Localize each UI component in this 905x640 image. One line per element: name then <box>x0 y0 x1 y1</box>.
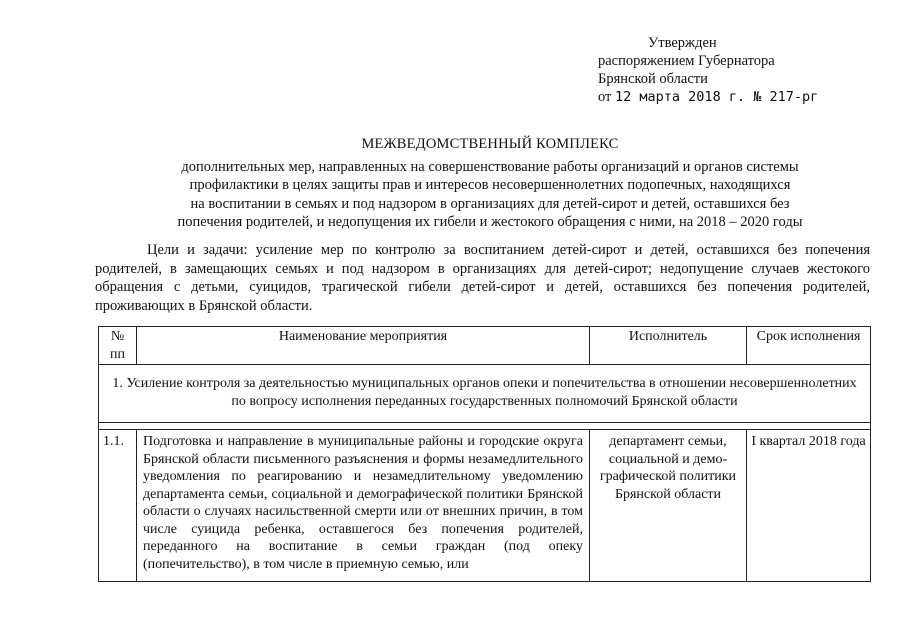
header-executor: Исполнитель <box>590 327 747 365</box>
approval-line-2: распоряжением Губернатора <box>598 53 775 69</box>
header-num: № пп <box>99 327 137 365</box>
approval-date-prefix: от <box>598 89 612 105</box>
row-executor: департамент семьи, социальной и демо-графической политики Брянской области <box>590 430 747 582</box>
subtitle-line: дополнительных мер, направленных на совершенствование работы организаций и органов системы <box>181 158 799 175</box>
table-row <box>99 430 871 582</box>
section-title: 1. Усиление контроля за деятельностью муниципальных органов опеки и попечительства в отношении несовершеннолетних по вопросу исполнения переданных государственных полномочий Брянской области <box>99 365 871 423</box>
row-term: I квартал 2018 года <box>747 430 871 582</box>
main-title: МЕЖВЕДОМСТВЕННЫЙ КОМПЛЕКС <box>361 136 619 152</box>
approval-date-value: 12 марта 2018 г. № 217-рг <box>615 89 819 105</box>
approval-date <box>598 88 818 106</box>
row-measure: Подготовка и направление в муниципальные районы и городские округа Брянской области письменного разъяснения и формы незамедлительного уведомления по реагированию и незамедлительному уведомлению департамента семьи, социальной и демографической политики Брянской области о случаях насильственной смерти или от внешних причин, в том числе суицида ребенка, оставшегося без попечения родителей, переданного на воспитание в семьи граждан (под опеку (попечительство), в том числе в приемную семью, или <box>143 434 583 572</box>
row-number: 1.1. <box>99 430 137 582</box>
subtitle-line: на воспитании в семьях и под надзором в организациях для детей-сирот и детей, оставшихся без <box>190 195 790 212</box>
approval-stamp <box>598 34 818 106</box>
header-name: Наименование мероприятия <box>137 327 590 365</box>
approval-line-1: Утвержден <box>648 35 717 51</box>
subtitle-line: профилактики в целях защиты прав и интересов несовершеннолетних подопечных, находящихся <box>189 177 791 193</box>
measures-table <box>98 326 871 582</box>
approval-line-3: Брянской области <box>598 71 708 87</box>
header-term: Срок исполнения <box>747 327 871 365</box>
goals-paragraph: Цели и задачи: усиление мер по контролю за воспитанием детей-сирот и детей, оставшихся без попечения родителей, в замещающих семьях и под надзором в организациях для детей-сирот; недопущение случаев жестокого обращения с детьми, суицидов, трагической гибели детей-сирот и детей, оставшихся без попечения родителей, проживающих в Брянской области. <box>95 242 870 314</box>
subtitle-line: попечения родителей, и недопущения их гибели и жестокого обращения с ними, на 2018 – 2020 годы <box>177 214 803 230</box>
table-header-row <box>99 327 871 365</box>
gap-row <box>99 423 871 430</box>
document-title <box>120 135 860 232</box>
section-row <box>99 365 871 423</box>
